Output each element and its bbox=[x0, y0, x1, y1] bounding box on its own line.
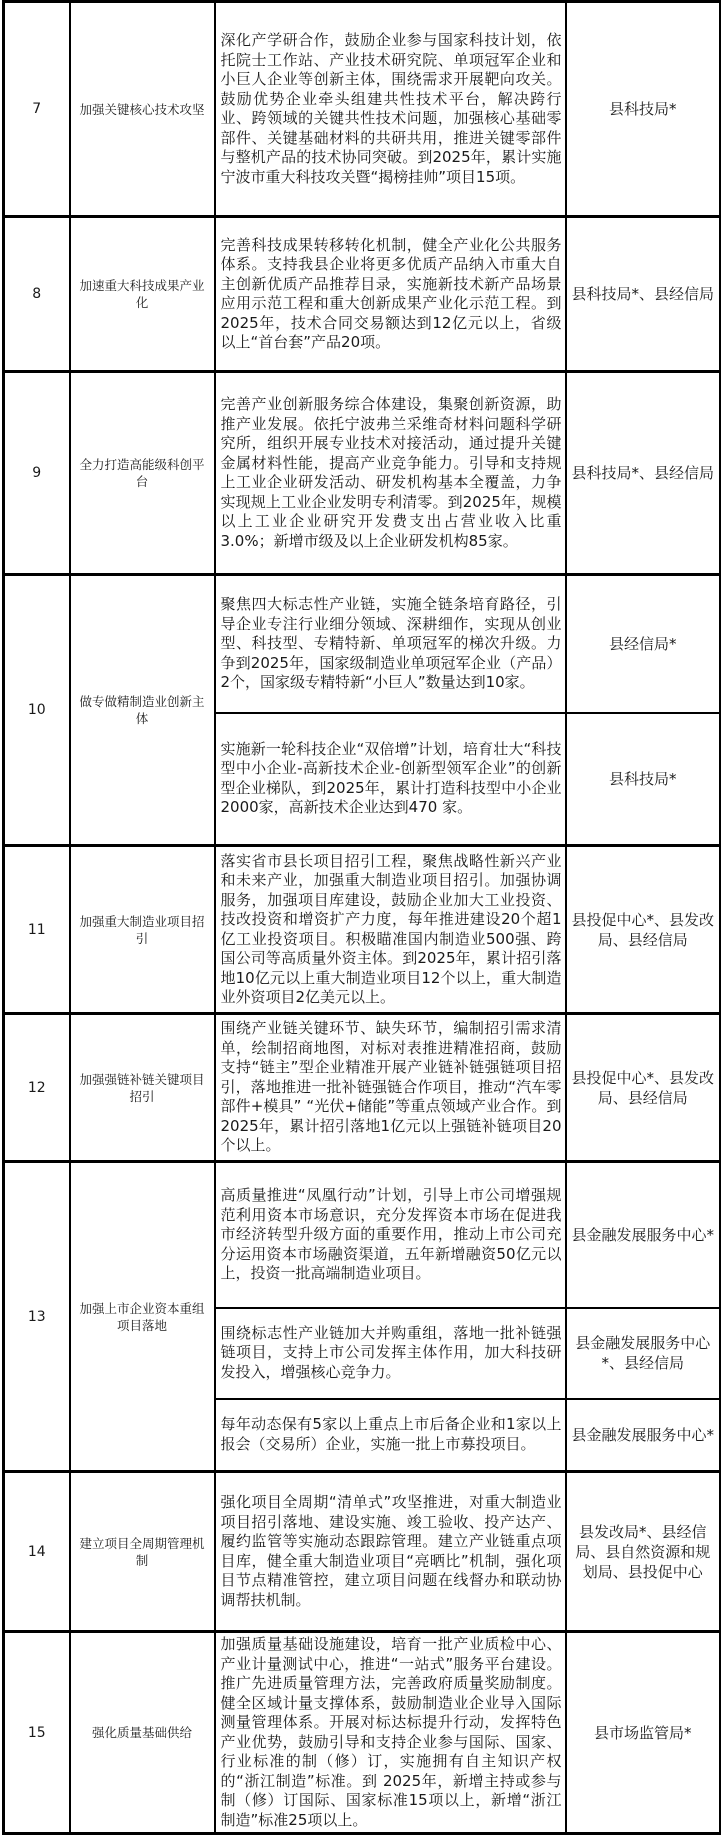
row-number-cell: 7 bbox=[4, 2, 70, 217]
task-title-cell: 加强上市企业资本重组项目落地 bbox=[70, 1162, 215, 1472]
table-row bbox=[4, 217, 721, 372]
table-row bbox=[4, 1472, 721, 1632]
table-row bbox=[4, 1014, 721, 1162]
task-description-cell: 加强质量基础设施建设，培育一批产业质检中心、产业计量测试中心，推进“一站式”服务平台建设。推广先进质量管理方法，完善政府质量奖励制度。健全区域计量支撑体系，鼓励制造业企业导入国际测量管理体系。开展对标达标提升行动，发挥特色产业优势，鼓励引导和支持企业参与国际、国家、行业标准的制（修）订，实施拥有自主知识产权的“浙江制造”标准。到 2025年，新增主持或参与制（修）订国际、国家标准15项以上，新增“浙江制造”标准25项以上。 bbox=[215, 1632, 566, 1834]
task-description-cell: 实施新一轮科技企业“双倍增”计划，培育壮大“科技型中小企业-高新技术企业-创新型领军企业”的创新型企业梯队，到2025年，累计打造科技型中小企业2000家，高新技术企业达到470 家。 bbox=[215, 713, 566, 846]
responsible-department-cell: 县市场监管局* bbox=[566, 1632, 721, 1834]
task-title-cell: 做专做精制造业创新主体 bbox=[70, 575, 215, 846]
table-row bbox=[4, 846, 721, 1014]
row-number-cell: 14 bbox=[4, 1472, 70, 1632]
task-table bbox=[2, 0, 721, 1835]
table-row bbox=[4, 2, 721, 217]
task-title-cell: 建立项目全周期管理机制 bbox=[70, 1472, 215, 1632]
responsible-department-cell: 县投促中心*、县发改局、县经信局 bbox=[566, 1014, 721, 1162]
task-title-cell: 强化质量基础供给 bbox=[70, 1632, 215, 1834]
task-title-cell: 加强重大制造业项目招引 bbox=[70, 846, 215, 1014]
task-description-cell: 完善产业创新服务综合体建设，集聚创新资源，助推产业发展。依托宁波弗兰采维奇材料问题科学研究所，组织开展专业技术对接活动，通过提升关键金属材料性能，提高产业竞争能力。引导和支持规上工业企业研发活动、研发机构基本全覆盖，力争实现规上工业企业发明专利清零。到2025年，规模以上工业企业研究开发费支出占营业收入比重3.0%；新增市级及以上企业研发机构85家。 bbox=[215, 372, 566, 575]
responsible-department-cell: 县科技局* bbox=[566, 713, 721, 846]
row-number-cell: 8 bbox=[4, 217, 70, 372]
responsible-department-cell: 县金融发展服务中心*、县经信局 bbox=[566, 1308, 721, 1399]
responsible-department-cell: 县金融发展服务中心* bbox=[566, 1399, 721, 1472]
responsible-department-cell: 县经信局* bbox=[566, 575, 721, 713]
task-title-cell: 加强强链补链关键项目招引 bbox=[70, 1014, 215, 1162]
task-description-cell: 高质量推进“凤凰行动”计划，引导上市公司增强规范利用资本市场意识，充分发挥资本市场在促进我市经济转型升级方面的重要作用，推动上市公司充分运用资本市场融资渠道，五年新增融资50亿元以上，投资一批高端制造业项目。 bbox=[215, 1162, 566, 1308]
responsible-department-cell: 县金融发展服务中心* bbox=[566, 1162, 721, 1308]
task-title-cell: 加强关键核心技术攻坚 bbox=[70, 2, 215, 217]
responsible-department-cell: 县科技局*、县经信局 bbox=[566, 217, 721, 372]
table-body bbox=[4, 2, 721, 1834]
task-title-cell: 加速重大科技成果产业化 bbox=[70, 217, 215, 372]
task-description-cell: 围绕产业链关键环节、缺失环节，编制招引需求清单，绘制招商地图，对标对表推进精准招商，鼓励支持“链主”型企业精准开展产业链补链强链项目招引，落地推进一批补链强链合作项目，推动“汽车零部件+模具” “光伏+储能”等重点领域产业合作。到2025年，累计招引落地1亿元以上强链补链项目20个以上。 bbox=[215, 1014, 566, 1162]
row-number-cell: 10 bbox=[4, 575, 70, 846]
task-description-cell: 聚焦四大标志性产业链，实施全链条培育路径，引导企业专注行业细分领域、深耕细作，实现从创业型、科技型、专精特新、单项冠军的梯次升级。力争到2025年，国家级制造业单项冠军企业（产品）2个，国家级专精特新“小巨人”数量达到10家。 bbox=[215, 575, 566, 713]
row-number-cell: 12 bbox=[4, 1014, 70, 1162]
responsible-department-cell: 县科技局*、县经信局 bbox=[566, 372, 721, 575]
task-description-cell: 落实省市县长项目招引工程，聚焦战略性新兴产业和未来产业，加强重大制造业项目招引。加强协调服务，加强项目库建设，鼓励企业加大工业投资、技改投资和增资扩产力度，每年推进建设20个超1亿工业投资项目。积极瞄准国内制造业500强、跨国公司等高质量外资主体。到2025年，累计招引落地10亿元以上重大制造业项目12个以上，重大制造业外资项目2亿美元以上。 bbox=[215, 846, 566, 1014]
row-number-cell: 11 bbox=[4, 846, 70, 1014]
task-description-cell: 深化产学研合作，鼓励企业参与国家科技计划，依托院士工作站、产业技术研究院、单项冠军企业和小巨人企业等创新主体，围绕需求开展靶向攻关。鼓励优势企业牵头组建共性技术平台，解决跨行业、跨领域的关键共性技术问题，加强核心基础零部件、关键基础材料的共研共用，推进关键零部件与整机产品的技术协同突破。到2025年，累计实施宁波市重大科技攻关暨“揭榜挂帅”项目15项。 bbox=[215, 2, 566, 217]
task-description-cell: 完善科技成果转移转化机制，健全产业化公共服务体系。支持我县企业将更多优质产品纳入市重大自主创新优质产品推荐目录，实施新技术新产品场景应用示范工程和重大创新成果产业化示范工程。到2025年，技术合同交易额达到12亿元以上，省级以上“首台套”产品20项。 bbox=[215, 217, 566, 372]
table-row bbox=[4, 1632, 721, 1834]
responsible-department-cell: 县发改局*、县经信局、县自然资源和规划局、县投促中心 bbox=[566, 1472, 721, 1632]
task-description-cell: 围绕标志性产业链加大并购重组，落地一批补链强链项目，支持上市公司发挥主体作用，加大科技研发投入，增强核心竞争力。 bbox=[215, 1308, 566, 1399]
table-row bbox=[4, 575, 721, 713]
row-number-cell: 9 bbox=[4, 372, 70, 575]
table-row bbox=[4, 1162, 721, 1308]
responsible-department-cell: 县科技局* bbox=[566, 2, 721, 217]
task-title-cell: 全力打造高能级科创平台 bbox=[70, 372, 215, 575]
row-number-cell: 15 bbox=[4, 1632, 70, 1834]
table-row bbox=[4, 372, 721, 575]
row-number-cell: 13 bbox=[4, 1162, 70, 1472]
task-description-cell: 每年动态保有5家以上重点上市后备企业和1家以上报会（交易所）企业，实施一批上市募投项目。 bbox=[215, 1399, 566, 1472]
responsible-department-cell: 县投促中心*、县发改局、县经信局 bbox=[566, 846, 721, 1014]
task-description-cell: 强化项目全周期“清单式”攻坚推进，对重大制造业项目招引落地、建设实施、竣工验收、投产达产、履约监管等实施动态跟踪管理。建立产业链重点项目库，健全重大制造业项目“亮晒比”机制，强化项目节点精准管控，建立项目问题在线督办和联动协调帮扶机制。 bbox=[215, 1472, 566, 1632]
